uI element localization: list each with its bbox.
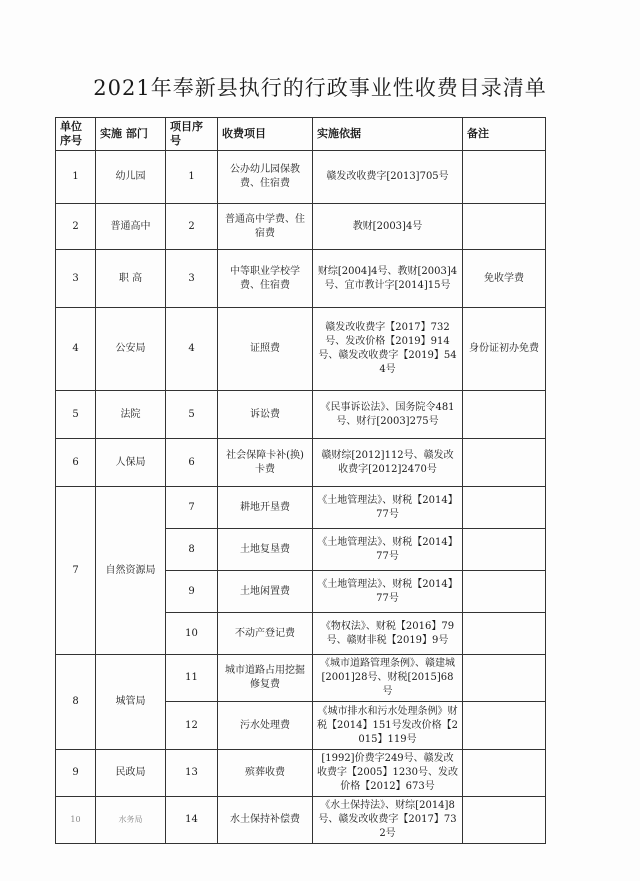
dept-cell: 幼儿园 <box>96 151 166 204</box>
dept-cell: 水务局 <box>96 797 166 844</box>
unit-no-cell: 9 <box>56 750 96 797</box>
basis-cell: 《水土保持法》、财综[2014]8号、赣发改收费字【2017】732号 <box>313 797 463 844</box>
item-cell: 公办幼儿园保教费、住宿费 <box>218 151 313 204</box>
unit-no-cell: 8 <box>56 655 96 750</box>
basis-cell: 《城市道路管理条例》、赣建城[2001]28号、财税[2015]68号 <box>313 655 463 702</box>
dept-cell: 职 高 <box>96 250 166 308</box>
item-no-cell: 5 <box>166 391 218 439</box>
table-row <box>56 797 546 844</box>
item-cell: 不动产登记费 <box>218 613 313 655</box>
item-no-cell: 10 <box>166 613 218 655</box>
basis-cell: 《城市排水和污水处理条例》财税【2014】151号发改价格【2015】119号 <box>313 702 463 750</box>
table-row <box>56 655 546 702</box>
item-cell: 证照费 <box>218 308 313 391</box>
basis-cell: [1992]价费字249号、赣发改收费字【2005】1230号、发改价格【2012】673号 <box>313 750 463 797</box>
document-title: 2021年奉新县执行的行政事业性收费目录清单 <box>93 76 547 100</box>
basis-cell: 《土地管理法》、财税【2014】77号 <box>313 487 463 529</box>
fee-table <box>55 117 546 844</box>
header-item: 收费项目 <box>218 118 313 151</box>
item-cell: 水土保持补偿费 <box>218 797 313 844</box>
dept-cell: 自然资源局 <box>96 487 166 655</box>
item-no-cell: 4 <box>166 308 218 391</box>
remark-cell <box>463 487 546 529</box>
item-cell: 耕地开垦费 <box>218 487 313 529</box>
item-no-cell: 13 <box>166 750 218 797</box>
item-no-cell: 3 <box>166 250 218 308</box>
table-row <box>56 487 546 529</box>
remark-cell <box>463 204 546 250</box>
item-no-cell: 1 <box>166 151 218 204</box>
basis-cell: 赣发改收费字【2017】732号、发改价格【2019】914号、赣发改收费字【2019】544号 <box>313 308 463 391</box>
table-header-row <box>56 118 546 151</box>
remark-cell <box>463 613 546 655</box>
item-cell: 土地复垦费 <box>218 529 313 571</box>
dept-cell: 公安局 <box>96 308 166 391</box>
remark-cell <box>463 391 546 439</box>
item-cell: 普通高中学费、住宿费 <box>218 204 313 250</box>
unit-no-cell: 1 <box>56 151 96 204</box>
remark-cell: 免收学费 <box>463 250 546 308</box>
table-row <box>56 204 546 250</box>
unit-no-cell: 5 <box>56 391 96 439</box>
basis-cell: 赣财综[2012]112号、赣发改收费字[2012]2470号 <box>313 439 463 487</box>
dept-cell: 普通高中 <box>96 204 166 250</box>
header-item-no: 项目序号 <box>166 118 218 151</box>
remark-cell <box>463 529 546 571</box>
item-cell: 污水处理费 <box>218 702 313 750</box>
item-no-cell: 14 <box>166 797 218 844</box>
unit-no-cell: 6 <box>56 439 96 487</box>
dept-cell: 人保局 <box>96 439 166 487</box>
unit-no-cell: 10 <box>56 797 96 844</box>
remark-cell <box>463 797 546 844</box>
header-basis: 实施依据 <box>313 118 463 151</box>
remark-cell <box>463 571 546 613</box>
basis-cell: 《民事诉讼法》、国务院令481号、财行[2003]275号 <box>313 391 463 439</box>
item-no-cell: 12 <box>166 702 218 750</box>
table-row <box>56 308 546 391</box>
remark-cell <box>463 702 546 750</box>
header-remark: 备注 <box>463 118 546 151</box>
basis-cell: 《物权法》、财税【2016】79号、赣财非税【2019】9号 <box>313 613 463 655</box>
item-cell: 城市道路占用挖掘修复费 <box>218 655 313 702</box>
table-row <box>56 750 546 797</box>
table-row <box>56 151 546 204</box>
remark-cell: 身份证初办免费 <box>463 308 546 391</box>
unit-no-cell: 7 <box>56 487 96 655</box>
table-row <box>56 250 546 308</box>
remark-cell <box>463 151 546 204</box>
item-cell: 土地闲置费 <box>218 571 313 613</box>
basis-cell: 赣发改收费字[2013]705号 <box>313 151 463 204</box>
header-dept: 实施 部门 <box>96 118 166 151</box>
dept-cell: 民政局 <box>96 750 166 797</box>
item-no-cell: 8 <box>166 529 218 571</box>
dept-cell: 城管局 <box>96 655 166 750</box>
item-no-cell: 9 <box>166 571 218 613</box>
item-no-cell: 11 <box>166 655 218 702</box>
header-unit-no: 单位序号 <box>56 118 96 151</box>
table-row <box>56 439 546 487</box>
remark-cell <box>463 439 546 487</box>
item-cell: 殡葬收费 <box>218 750 313 797</box>
item-no-cell: 6 <box>166 439 218 487</box>
item-no-cell: 2 <box>166 204 218 250</box>
basis-cell: 《土地管理法》、财税【2014】77号 <box>313 529 463 571</box>
table-row <box>56 391 546 439</box>
item-cell: 社会保障卡补(换)卡费 <box>218 439 313 487</box>
remark-cell <box>463 655 546 702</box>
basis-cell: 教财[2003]4号 <box>313 204 463 250</box>
item-cell: 中等职业学校学费、住宿费 <box>218 250 313 308</box>
unit-no-cell: 4 <box>56 308 96 391</box>
item-no-cell: 7 <box>166 487 218 529</box>
basis-cell: 《土地管理法》、财税【2014】77号 <box>313 571 463 613</box>
item-cell: 诉讼费 <box>218 391 313 439</box>
dept-cell: 法院 <box>96 391 166 439</box>
unit-no-cell: 3 <box>56 250 96 308</box>
basis-cell: 财综[2004]4号、教财[2003]4号、宜市教计字[2014]15号 <box>313 250 463 308</box>
remark-cell <box>463 750 546 797</box>
unit-no-cell: 2 <box>56 204 96 250</box>
